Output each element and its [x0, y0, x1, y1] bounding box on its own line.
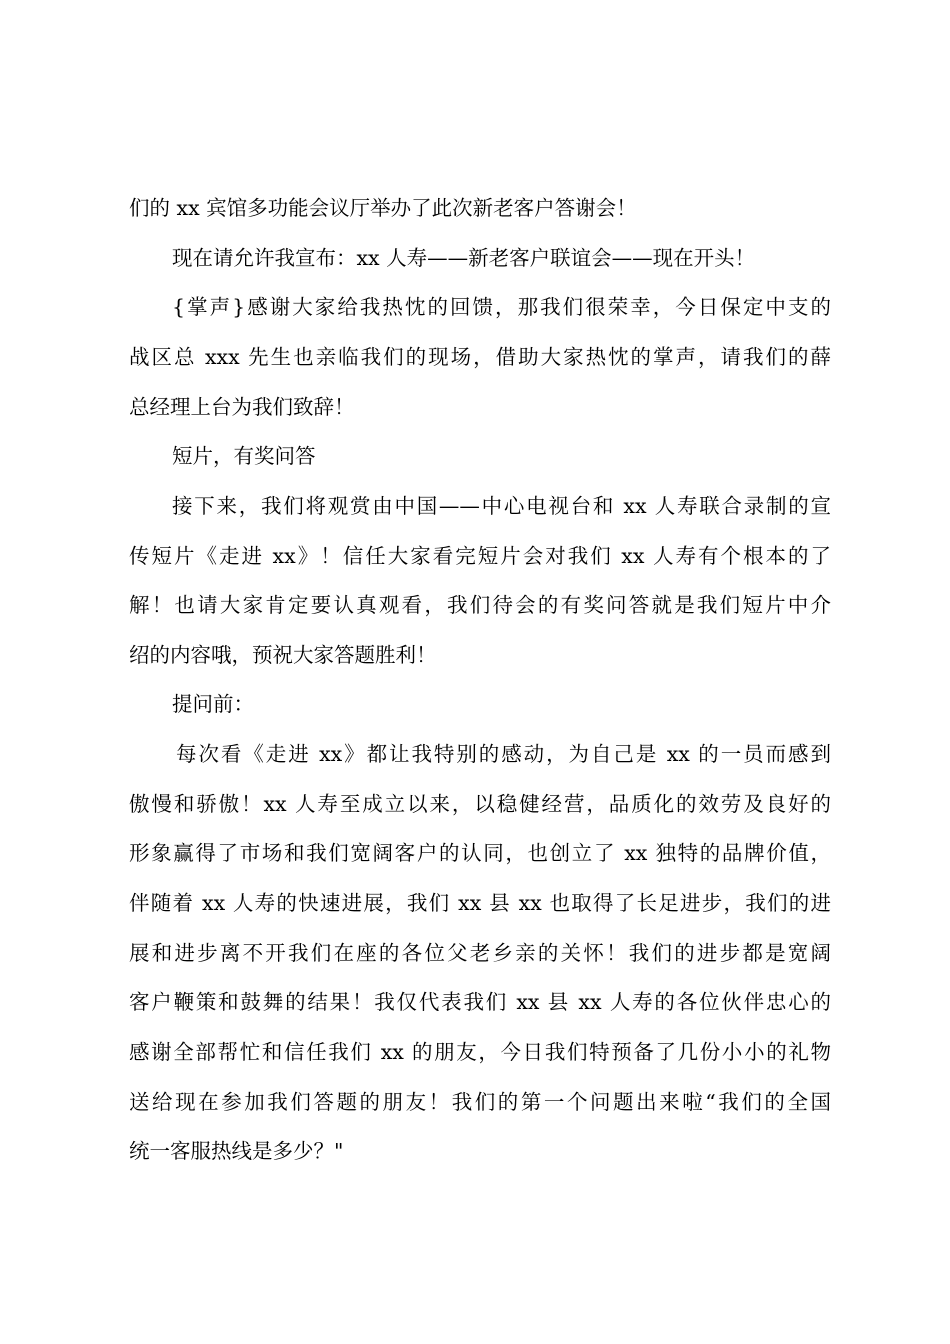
- text-line: 伴随着 xx 人寿的快速进展，我们 xx 县 xx 也取得了长足进步，我们的进: [129, 891, 831, 915]
- section-heading: 提问前：: [172, 692, 254, 716]
- text-line: 接下来，我们将观赏由中国——中心电视台和 xx 人寿联合录制的宣: [172, 494, 831, 518]
- text-line: {掌声}感谢大家给我热忱的回馈，那我们很荣幸，今日保定中支的: [172, 295, 831, 319]
- text-line: 现在请允许我宣布：xx 人寿——新老客户联谊会——现在开头！: [172, 246, 756, 270]
- text-line: 每次看《走进 xx》都让我特别的感动，为自己是 xx 的一员而感到: [176, 742, 831, 766]
- text-line: 传短片《走进 xx》！信任大家看完短片会对我们 xx 人寿有个根本的了: [129, 544, 831, 568]
- text-line: 送给现在参加我们答题的朋友！我们的第一个问题出来啦“我们的全国: [129, 1090, 831, 1114]
- text-line: 总经理上台为我们致辞！: [129, 395, 355, 419]
- text-line: 感谢全部帮忙和信任我们 xx 的朋友，今日我们特预备了几份小小的礼物: [129, 1040, 831, 1064]
- text-line: 解！也请大家肯定要认真观看，我们待会的有奖问答就是我们短片中介: [129, 593, 831, 617]
- text-line: 战区总 xxx 先生也亲临我们的现场，借助大家热忱的掌声，请我们的薛: [129, 345, 831, 369]
- text-line: 客户鞭策和鼓舞的结果！我仅代表我们 xx 县 xx 人寿的各位伙伴忠心的: [129, 990, 831, 1014]
- text-line: 傲慢和骄傲！xx 人寿至成立以来，以稳健经营，品质化的效劳及良好的: [129, 792, 831, 816]
- section-heading: 短片，有奖问答: [172, 444, 316, 468]
- text-line: 统一客服热线是多少？": [129, 1139, 344, 1163]
- text-line: 展和进步离不开我们在座的各位父老乡亲的关怀！我们的进步都是宽阔: [129, 941, 831, 965]
- text-line: 形象赢得了市场和我们宽阔客户的认同，也创立了 xx 独特的品牌价值，: [129, 841, 831, 865]
- text-line: 们的 xx 宾馆多功能会议厅举办了此次新老客户答谢会！: [129, 196, 637, 220]
- text-line: 绍的内容哦，预祝大家答题胜利！: [129, 643, 437, 667]
